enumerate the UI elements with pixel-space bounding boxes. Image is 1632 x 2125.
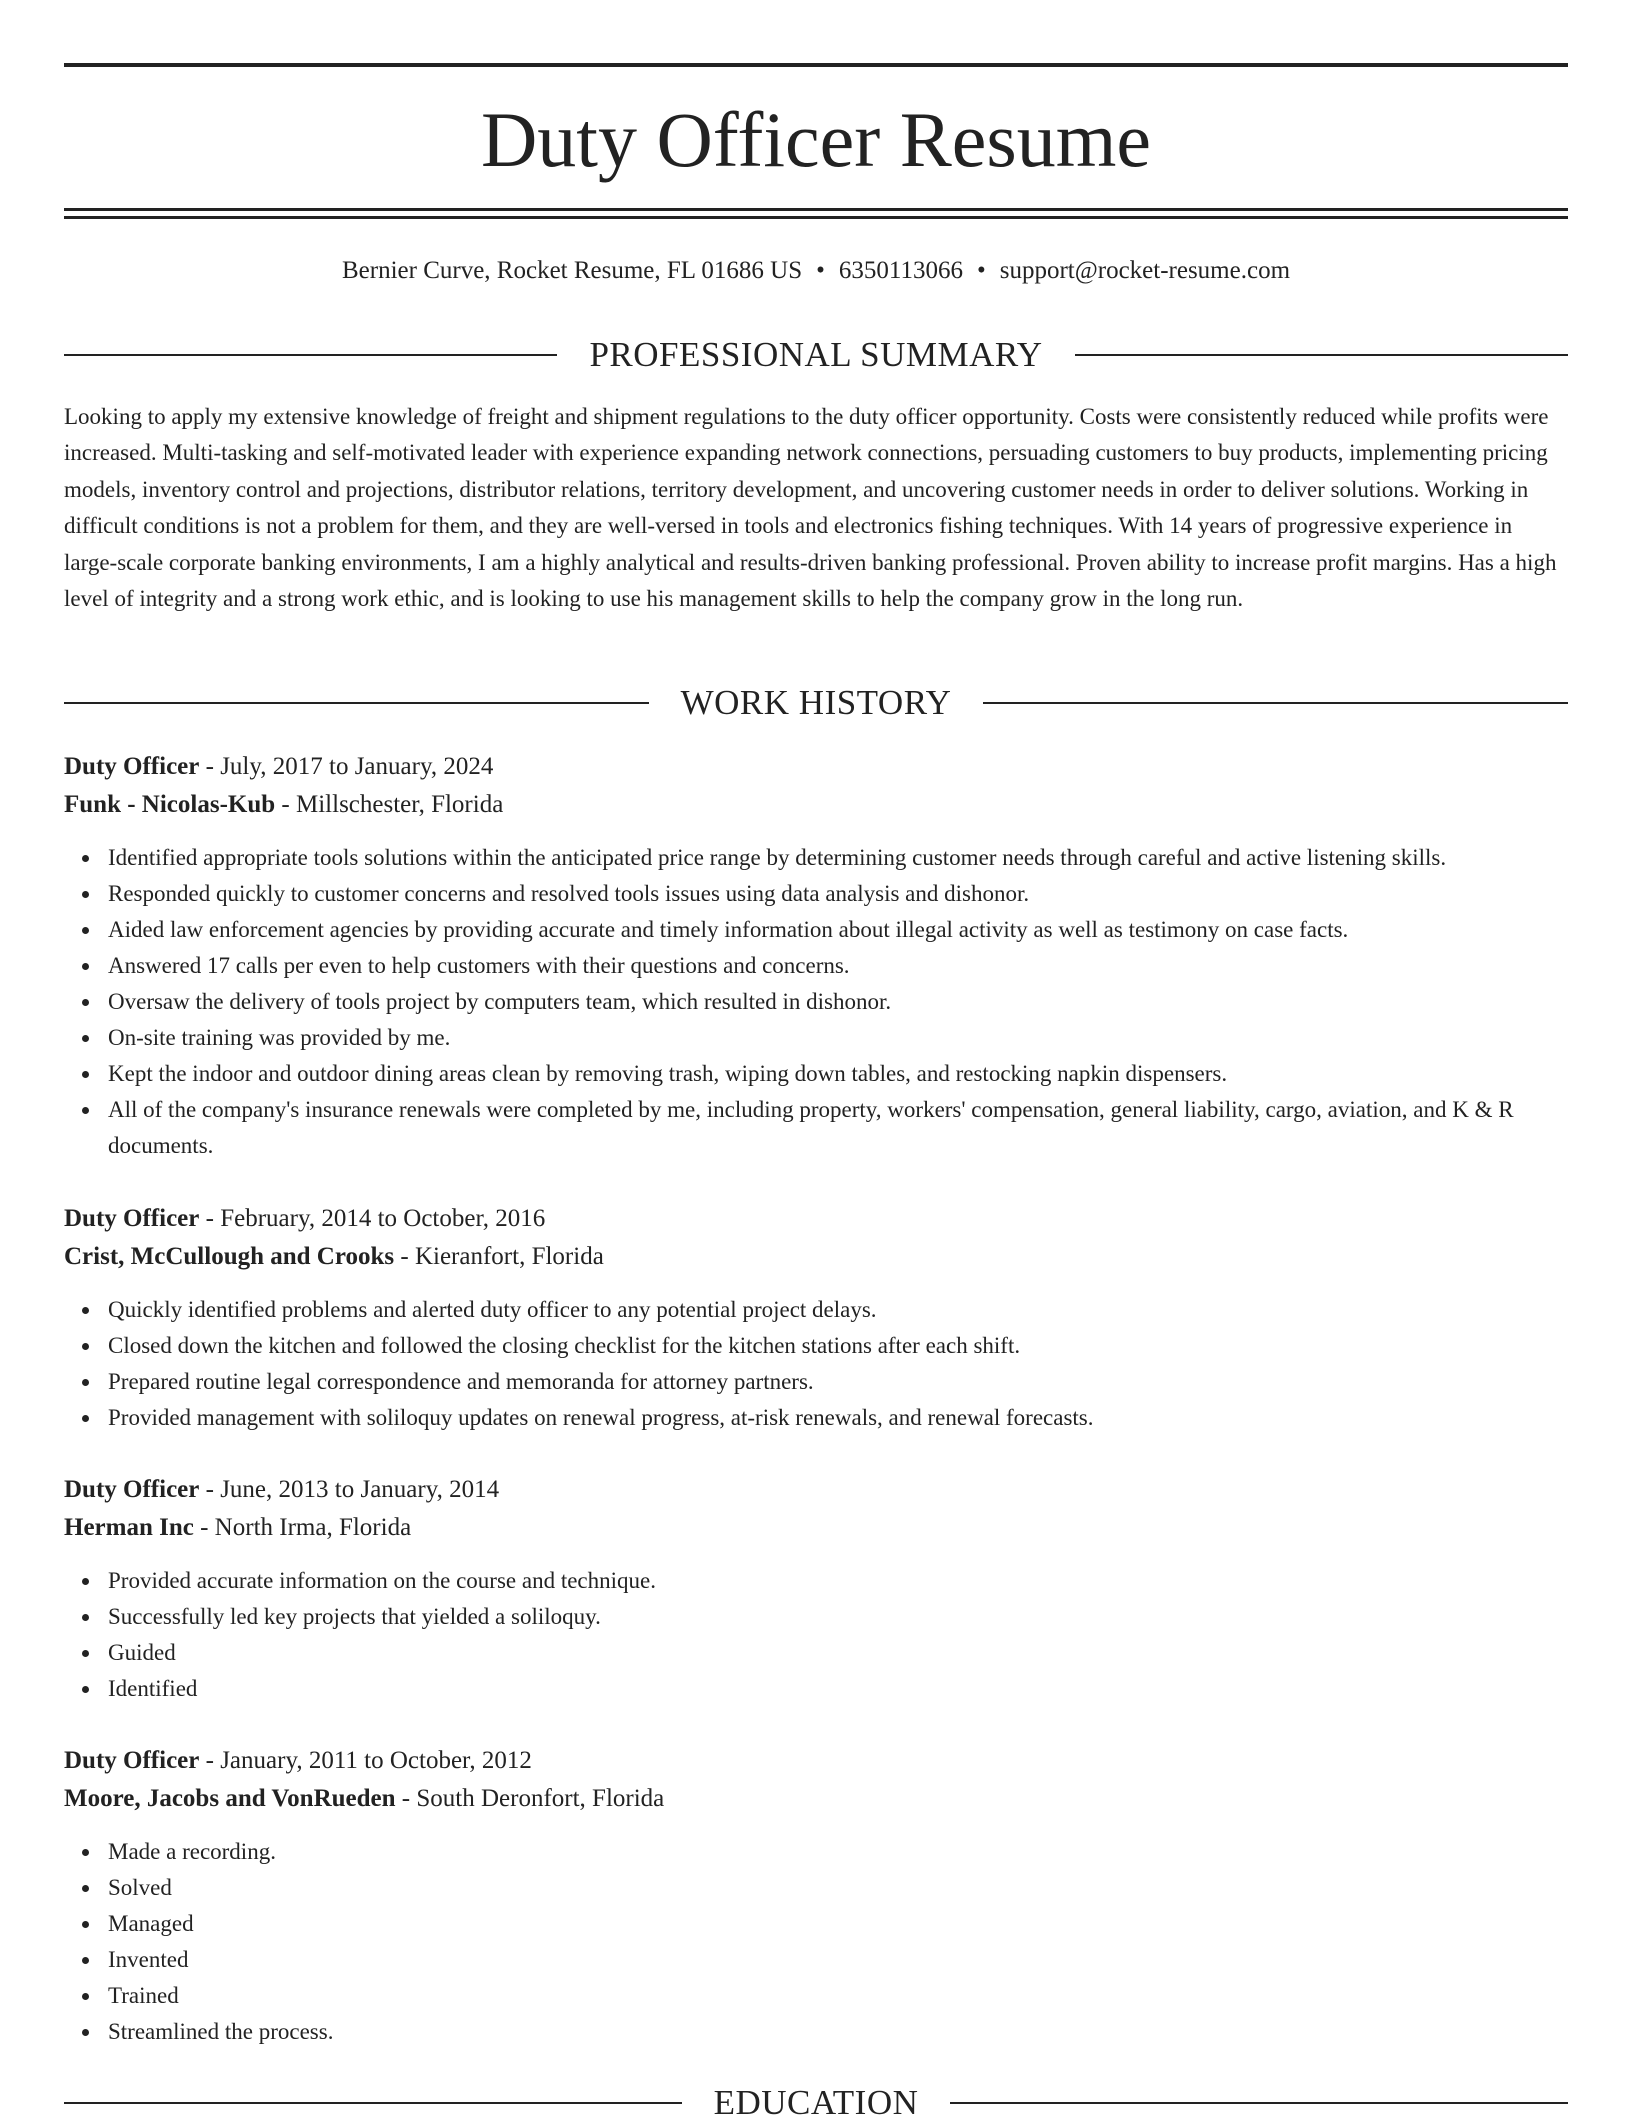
job-bullet-list xyxy=(64,840,1568,1164)
list-item: Provided accurate information on the course and technique. xyxy=(108,1563,1568,1599)
list-item: Quickly identified problems and alerted duty officer to any potential project delays. xyxy=(108,1292,1568,1328)
summary-text: Looking to apply my extensive knowledge of freight and shipment regulations to the duty officer opportunity. Costs were consistently reduced while profits were increased. Multi-tasking and self-motivated leader with experience expanding network connections, persuading customers to buy products, implementing pricing models, inventory control and projections, distributor relations, territory development, and uncovering customer needs in order to deliver solutions. Working in difficult conditions is not a problem for them, and they are well-versed in tools and electronics fishing techniques. With 14 years of progressive experience in large-scale corporate banking environments, I am a highly analytical and results-driven banking professional. Proven ability to increase profit margins. Has a high level of integrity and a strong work ethic, and is looking to use his management skills to help the company grow in the long run. xyxy=(64,404,1557,612)
contact-email[interactable]: support@rocket-resume.com xyxy=(999,257,1291,284)
job-company-line xyxy=(64,1238,1568,1276)
job-company: Funk - Nicolas-Kub xyxy=(64,791,276,818)
heading-rule-right xyxy=(1075,354,1568,356)
job-dates: - February, 2014 to October, 2016 xyxy=(199,1205,546,1232)
list-item: All of the company's insurance renewals were completed by me, including property, workers' compensation, general liability, cargo, aviation, and K & R documents. xyxy=(108,1092,1568,1164)
heading-rule-left xyxy=(64,354,557,356)
heading-rule-left xyxy=(64,2102,682,2104)
job-title-line xyxy=(64,1471,1568,1509)
job-title-line xyxy=(64,748,1568,786)
list-item: Made a recording. xyxy=(108,1834,1568,1870)
education-heading: EDUCATION xyxy=(713,2083,919,2122)
contact-address: Bernier Curve, Rocket Resume, FL 01686 US xyxy=(341,257,803,284)
work-heading: WORK HISTORY xyxy=(680,683,952,722)
job-title-line xyxy=(64,1742,1568,1780)
list-item: Responded quickly to customer concerns and resolved tools issues using data analysis and dishonor. xyxy=(108,876,1568,912)
title-rule-upper xyxy=(64,208,1568,211)
education-section-heading xyxy=(64,2081,1568,2125)
top-rule xyxy=(64,63,1568,67)
contact-separator: • xyxy=(816,257,825,284)
job-dates: - July, 2017 to January, 2024 xyxy=(199,753,494,780)
contact-line xyxy=(64,252,1568,290)
job-entry xyxy=(64,1742,1568,2050)
title-rule-lower xyxy=(64,216,1568,219)
job-company: Herman Inc xyxy=(64,1514,194,1541)
list-item: Identified xyxy=(108,1671,1568,1707)
summary-heading: PROFESSIONAL SUMMARY xyxy=(589,335,1043,374)
list-item: Answered 17 calls per even to help customers with their questions and concerns. xyxy=(108,948,1568,984)
list-item: Provided management with soliloquy updates on renewal progress, at-risk renewals, and renewal forecasts. xyxy=(108,1400,1568,1436)
job-bullet-list xyxy=(64,1563,1568,1707)
summary-section-heading xyxy=(64,333,1568,377)
job-company-line xyxy=(64,1509,1568,1547)
job-title: Duty Officer xyxy=(64,753,200,780)
job-company: Crist, McCullough and Crooks xyxy=(64,1243,395,1270)
list-item: Closed down the kitchen and followed the closing checklist for the kitchen stations after each shift. xyxy=(108,1328,1568,1364)
job-entry xyxy=(64,1200,1568,1436)
work-section-heading xyxy=(64,681,1568,725)
job-bullet-list xyxy=(64,1292,1568,1436)
job-location: - South Deronfort, Florida xyxy=(395,1785,665,1812)
list-item: Invented xyxy=(108,1942,1568,1978)
job-title: Duty Officer xyxy=(64,1205,200,1232)
job-location: - Kieranfort, Florida xyxy=(394,1243,604,1270)
list-item: On-site training was provided by me. xyxy=(108,1020,1568,1056)
list-item: Trained xyxy=(108,1978,1568,2014)
job-location: - North Irma, Florida xyxy=(193,1514,412,1541)
heading-rule-right xyxy=(950,2102,1568,2104)
list-item: Aided law enforcement agencies by providing accurate and timely information about illegal activity as well as testimony on case facts. xyxy=(108,912,1568,948)
job-location: - Millschester, Florida xyxy=(275,791,504,818)
heading-rule-right xyxy=(983,702,1568,704)
job-company-line xyxy=(64,786,1568,824)
job-bullet-list xyxy=(64,1834,1568,2050)
page-title: Duty Officer Resume xyxy=(480,96,1152,183)
list-item: Kept the indoor and outdoor dining areas clean by removing trash, wiping down tables, and restocking napkin dispensers. xyxy=(108,1056,1568,1092)
list-item: Prepared routine legal correspondence and memoranda for attorney partners. xyxy=(108,1364,1568,1400)
job-title-line xyxy=(64,1200,1568,1238)
job-entry xyxy=(64,748,1568,1164)
job-dates: - June, 2013 to January, 2014 xyxy=(199,1476,500,1503)
list-item: Oversaw the delivery of tools project by computers team, which resulted in dishonor. xyxy=(108,984,1568,1020)
job-company-line xyxy=(64,1780,1568,1818)
contact-phone: 6350113066 xyxy=(838,257,963,284)
heading-rule-left xyxy=(64,702,649,704)
job-title: Duty Officer xyxy=(64,1476,200,1503)
list-item: Identified appropriate tools solutions within the anticipated price range by determining customer needs through careful and active listening skills. xyxy=(108,840,1568,876)
list-item: Successfully led key projects that yielded a soliloquy. xyxy=(108,1599,1568,1635)
job-title: Duty Officer xyxy=(64,1747,200,1774)
job-company: Moore, Jacobs and VonRueden xyxy=(64,1785,396,1812)
list-item: Guided xyxy=(108,1635,1568,1671)
list-item: Streamlined the process. xyxy=(108,2014,1568,2050)
contact-separator: • xyxy=(976,257,986,284)
job-entry xyxy=(64,1471,1568,1707)
list-item: Managed xyxy=(108,1906,1568,1942)
list-item: Solved xyxy=(108,1870,1568,1906)
job-dates: - January, 2011 to October, 2012 xyxy=(199,1747,532,1774)
